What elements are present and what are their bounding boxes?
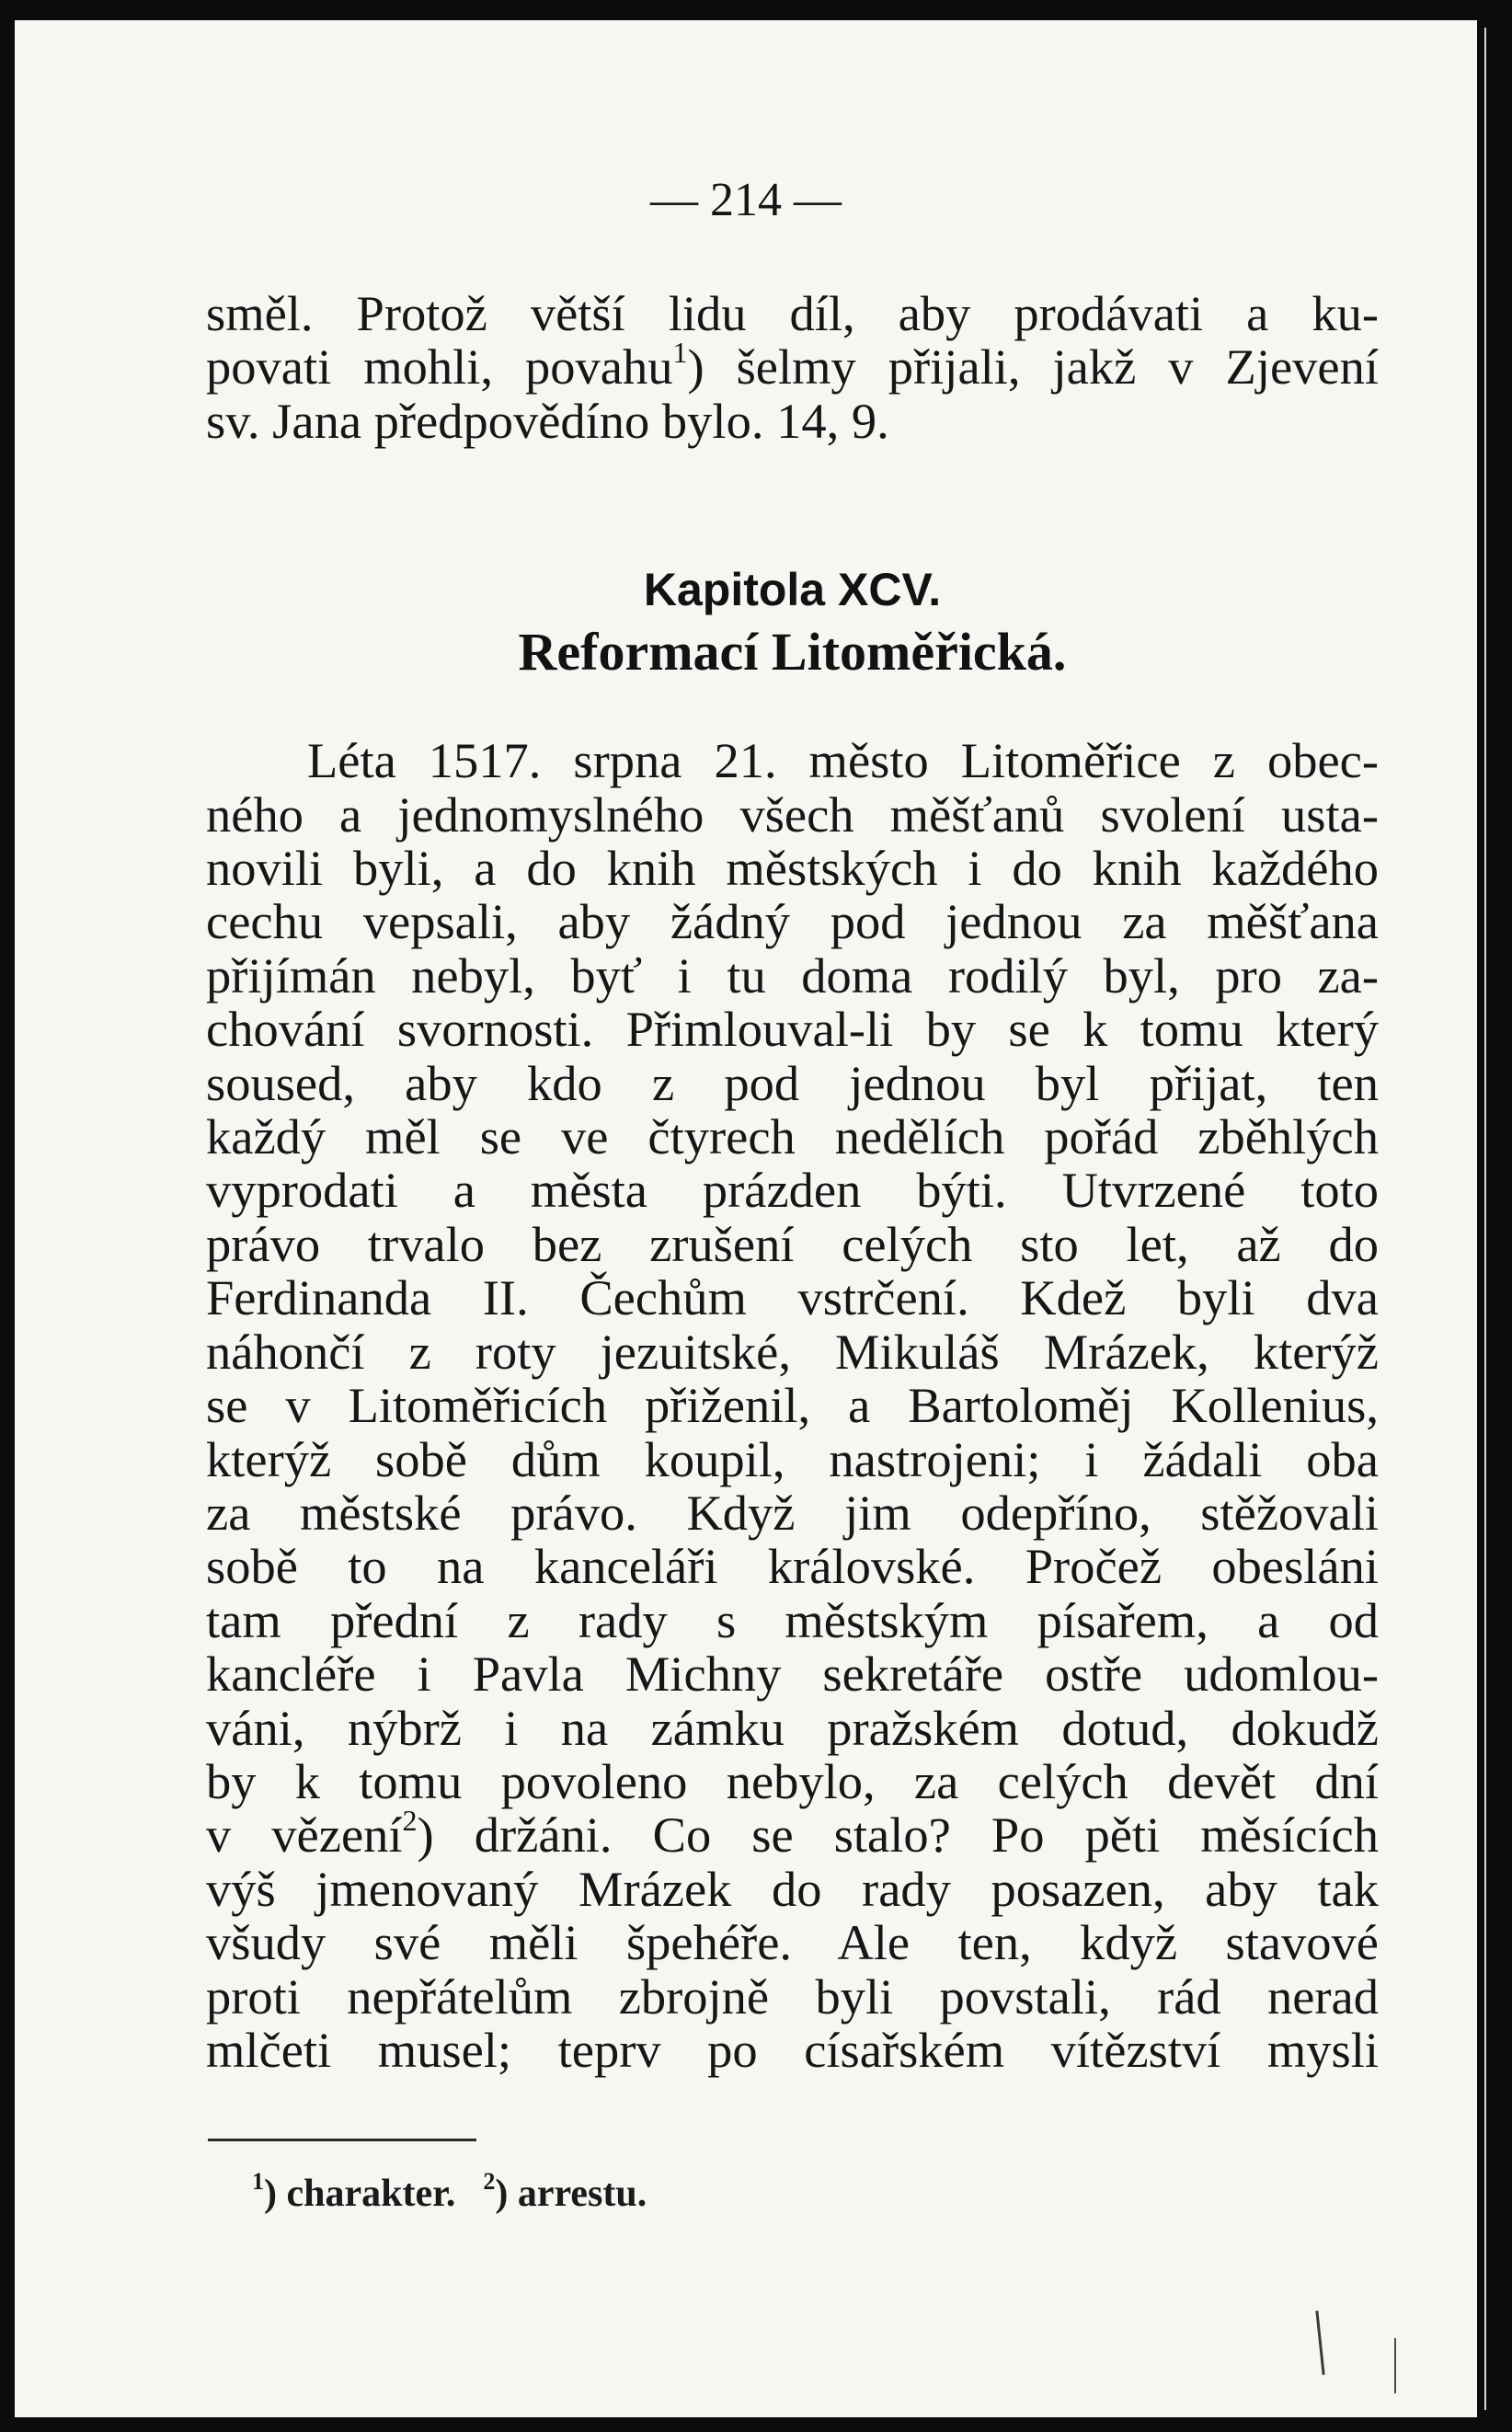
text-line: v vězení$^2$) držáni. Co se stalo? Po pěti měsících xyxy=(206,1804,1379,1864)
text-line: by k tomu povoleno nebylo, za celých devět dní xyxy=(206,1752,1379,1809)
footnote-mark: 1 xyxy=(252,2168,264,2195)
text-line: se v Litoměřicích přiženil, a Bartoloměj Kollenius, xyxy=(206,1377,1379,1434)
text-line: přijímán nebyl, byť i tu doma rodilý byl, pro za- xyxy=(206,946,1379,1004)
text-line: proti nepřátelům zbrojně byli povstali, rád nerad xyxy=(206,1967,1379,2025)
footnote-mark: 2 xyxy=(483,2168,496,2195)
footnotes xyxy=(252,2168,647,2217)
text-line: směl. Protož větší lidu díl, aby prodávati a ku- xyxy=(206,285,1379,341)
text-line: náhončí z roty jezuitské, Mikuláš Mrázek, kterýž xyxy=(206,1323,1379,1380)
text-line: právo trvalo bez zrušení celých sto let, až do xyxy=(206,1215,1379,1272)
footnote-1: ) charakter. xyxy=(264,2173,456,2215)
chapter-label: Kapitola XCV. xyxy=(643,564,942,616)
scan-edge xyxy=(1477,0,1512,2432)
text-line: vyprodati a města prázden býti. Utvrzené toto xyxy=(206,1162,1379,1219)
text-line: všudy své měli špehéře. Ale ten, když stavové xyxy=(206,1914,1379,1971)
text-line: kancléře i Pavla Michny sekretáře ostře udomlou- xyxy=(206,1646,1379,1703)
text-line: mlčeti musel; teprv po císařském vítězství mysli xyxy=(206,2021,1379,2078)
text-line: cechu vepsali, aby žádný pod jednou za měšťana xyxy=(206,893,1379,950)
footnote-ref: 1 xyxy=(672,336,688,370)
text-line: Ferdinanda II. Čechům vstrčení. Kdež byli dva xyxy=(206,1269,1379,1326)
body-text xyxy=(206,287,1379,2077)
text-line: povati mohli, povahu$^1$) šelmy přijali, jakž v Zjevení xyxy=(206,336,1379,396)
text-line: váni, nýbrž i na zámku pražském dotud, dokudž xyxy=(206,1699,1379,1756)
text-line: každý měl se ve čtyrech nedělích pořád zběhlých xyxy=(206,1108,1379,1165)
text-line: kterýž sobě dům koupil, nastrojeni; i žádali oba xyxy=(206,1430,1379,1487)
scan-mark xyxy=(1394,2338,1396,2393)
text-line: Léta 1517. srpna 21. město Litoměřice z obec- xyxy=(307,732,1379,789)
text-line: soused, aby kdo z pod jednou byl přijat, ten xyxy=(206,1054,1379,1111)
chapter-title: Reformací Litoměřická. xyxy=(518,622,1067,683)
footnote-2: ) arrestu. xyxy=(495,2173,647,2215)
footnote-divider xyxy=(208,2139,476,2141)
text-line: novili byli, a do knih městských i do knih každého xyxy=(206,840,1379,897)
footnote-ref: 2 xyxy=(402,1804,418,1838)
text-line: chování svornosti. Přimlouval-li by se k tomu který xyxy=(206,1001,1379,1058)
text-line: za městské právo. Když jim odepříno, stěžovali xyxy=(206,1484,1379,1541)
text-line: sv. Jana předpovědíno bylo. 14, 9. xyxy=(206,392,889,449)
scan-mark xyxy=(1315,2311,1324,2375)
page-number: — 214 — xyxy=(650,174,842,226)
text-line: sobě to na kanceláři královské. Pročež obesláni xyxy=(206,1538,1379,1595)
book-page xyxy=(15,20,1477,2417)
text-line: výš jmenovaný Mrázek do rady posazen, aby tak xyxy=(206,1860,1379,1917)
text-line: ného a jednomyslného všech měšťanů svolení usta- xyxy=(206,786,1379,843)
text-line: tam přední z rady s městským písařem, a od xyxy=(206,1591,1379,1648)
